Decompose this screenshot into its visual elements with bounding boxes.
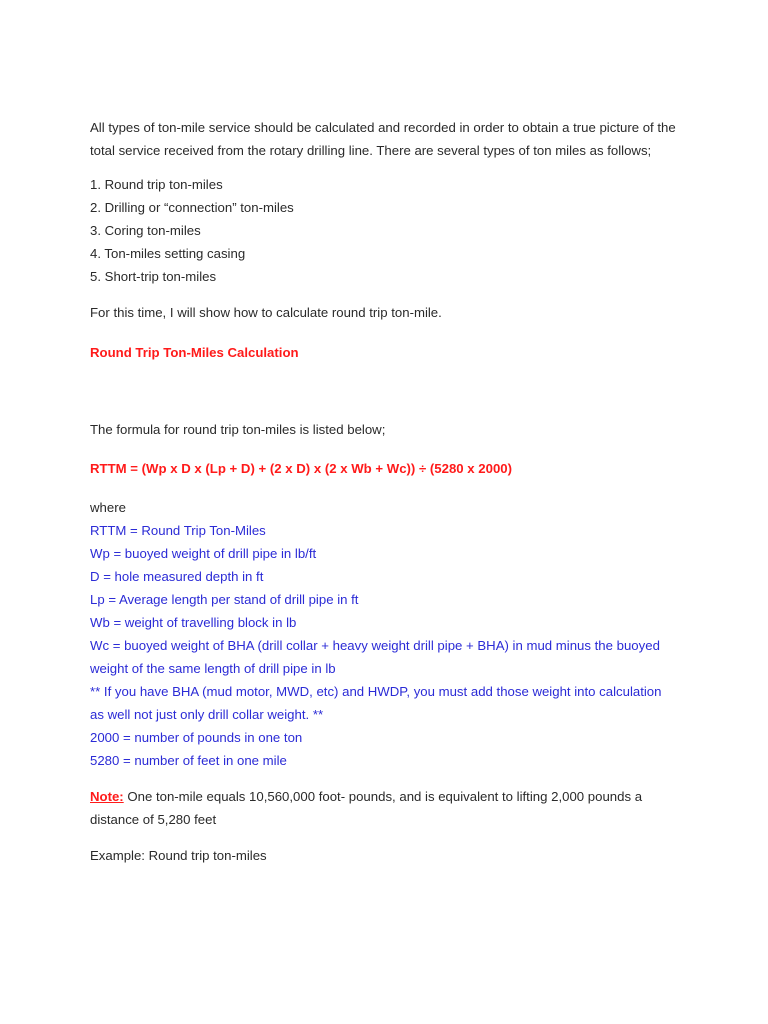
definition-wp: Wp = buoyed weight of drill pipe in lb/ft [90, 546, 317, 561]
definitions-block [90, 496, 710, 772]
definition-wc-line2: weight of the same length of drill pipe in lb [90, 661, 336, 676]
where-label: where [90, 500, 126, 515]
list-item: 2. Drilling or “connection” ton-miles [90, 200, 294, 215]
list-item: 4. Ton-miles setting casing [90, 246, 246, 261]
definition-wc-line1: Wc = buoyed weight of BHA (drill collar + heavy weight drill pipe + BHA) in mud minus the buoyed [90, 638, 660, 653]
note-label: Note: [90, 789, 124, 804]
section-heading: Round Trip Ton-Miles Calculation [90, 345, 299, 360]
document-page [90, 116, 710, 867]
list-item: 1. Round trip ton-miles [90, 177, 223, 192]
definition-pounds: 2000 = number of pounds in one ton [90, 730, 303, 745]
bha-note-line2: as well not just only drill collar weight. ** [90, 707, 324, 722]
rttm-formula: RTTM = (Wp x D x (Lp + D) + (2 x D) x (2 x Wb + Wc)) ÷ (5280 x 2000) [90, 461, 512, 476]
definition-lp: Lp = Average length per stand of drill pipe in ft [90, 592, 359, 607]
definition-wb: Wb = weight of travelling block in lb [90, 615, 297, 630]
list-item: 5. Short-trip ton-miles [90, 269, 217, 284]
definition-feet: 5280 = number of feet in one mile [90, 753, 287, 768]
definition-d: D = hole measured depth in ft [90, 569, 264, 584]
list-item: 3. Coring ton-miles [90, 223, 201, 238]
formula-intro-paragraph: The formula for round trip ton-miles is listed below; [90, 422, 386, 437]
definition-rttm: RTTM = Round Trip Ton-Miles [90, 523, 266, 538]
example-heading: Example: Round trip ton-miles [90, 848, 267, 863]
note-text: One ton-mile equals 10,560,000 foot- pounds, and is equivalent to lifting 2,000 pounds a distance of 5,280 feet [90, 789, 643, 827]
note-paragraph [90, 785, 660, 831]
intro-paragraph: All types of ton-mile service should be calculated and recorded in order to obtain a true picture of the total service received from the rotary drilling line. There are several types of ton miles as follows; [90, 120, 676, 158]
ton-mile-types-list [90, 173, 710, 288]
bha-note-line1: ** If you have BHA (mud motor, MWD, etc) and HWDP, you must add those weight into calculation [90, 684, 662, 699]
for-this-time-paragraph: For this time, I will show how to calculate round trip ton-mile. [90, 305, 442, 320]
